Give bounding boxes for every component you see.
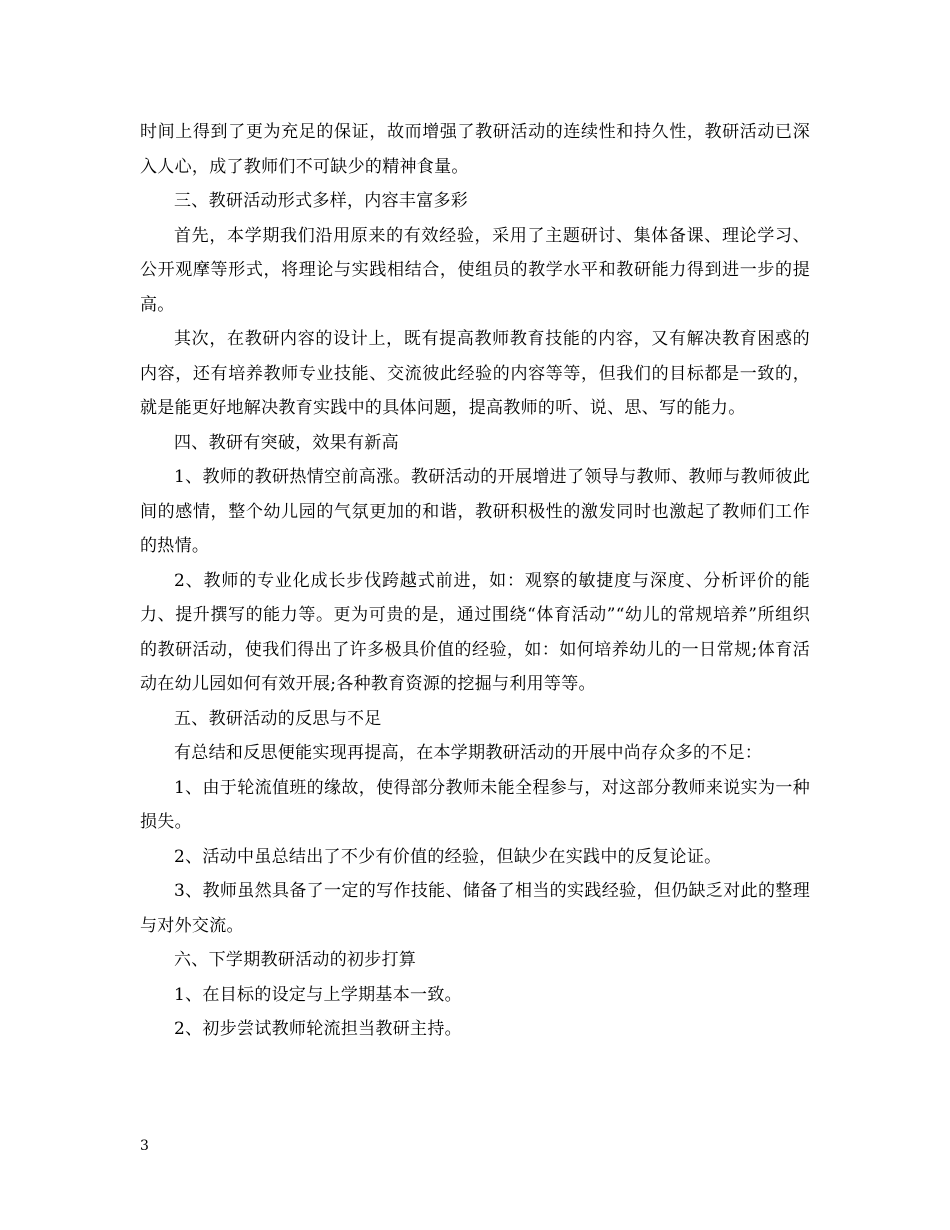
section-heading: 四、教研有突破，效果有新高: [174, 432, 399, 453]
paragraph: 2、初步尝试教师轮流担当教研主持。: [174, 1019, 462, 1039]
section-heading: 六、下学期教研活动的初步打算: [174, 950, 417, 970]
section-heading: 五、教研活动的反思与不足: [174, 708, 382, 729]
paragraph: 时间上得到了更为充足的保证，故而增强了教研活动的连续性和持久性，教研活动已深入人心，成了教师们不可缺少的精神食量。: [140, 122, 810, 177]
section-heading: 三、教研活动形式多样，内容丰富多彩: [174, 191, 469, 211]
paragraph: 有总结和反思便能实现再提高，在本学期教研活动的开展中尚存众多的不足：: [174, 743, 763, 763]
document-body: [140, 115, 810, 1047]
paragraph: 首先，本学期我们沿用原来的有效经验，采用了主题研讨、集体备课、理论学习、公开观摩等形式，将理论与实践相结合，使组员的教学水平和教研能力得到进一步的提高。: [140, 225, 810, 315]
paragraph: 3、教师虽然具备了一定的写作技能、储备了相当的实践经验，但仍缺乏对此的整理与对外交流。: [140, 881, 810, 936]
paragraph: 其次，在教研内容的设计上，既有提高教师教育技能的内容，又有解决教育困惑的内容，还有培养教师专业技能、交流彼此经验的内容等等，但我们的目标都是一致的，就是能更好地解决教育实践中的具体问题，提高教师的听、说、思、写的能力。: [140, 329, 810, 418]
paragraph: 1、教师的教研热情空前高涨。教研活动的开展增进了领导与教师、教师与教师彼此间的感情，整个幼儿园的气氛更加的和谐，教研积极性的激发同时也激起了教师们工作的热情。: [140, 467, 810, 556]
paragraph: 2、活动中虽总结出了不少有价值的经验，但缺少在实践中的反复论证。: [174, 846, 722, 867]
page-number: 3: [140, 1138, 149, 1154]
paragraph: 1、由于轮流值班的缘故，使得部分教师未能全程参与，对这部分教师来说实为一种损失。: [140, 777, 810, 832]
paragraph: 1、在目标的设定与上学期基本一致。: [174, 984, 462, 1005]
paragraph: 2、教师的专业化成长步伐跨越式前进，如：观察的敏捷度与深度、分析评价的能力、提升撰写的能力等。更为可贵的是，通过围绕“体育活动”“幼儿的常规培养”所组织的教研活动，使我们得出了许多极具价值的经验，如：如何培养幼儿的一日常规;体育活动在幼儿园如何有效开展;各种教育资源的挖掘与利用等等。: [140, 570, 810, 694]
